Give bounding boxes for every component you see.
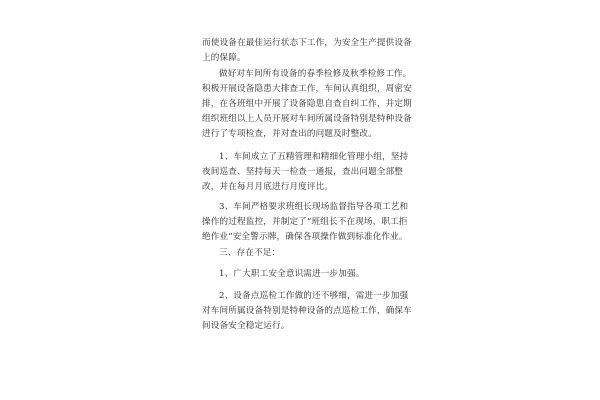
paragraph-shortcoming-2: 2、设备点巡检工作做的还不够细，需进一步加强对车间所属设备特别是特种设备的点巡检工作，确保车间设备安全稳定运行。 bbox=[202, 291, 412, 331]
paragraph-equipment-status: 而使设备在最佳运行状态下工作，为安全生产提供设备上的保障。 bbox=[202, 38, 412, 63]
paragraph-shortcoming-1: 1、广大职工安全意识需进一步加强。 bbox=[219, 269, 365, 279]
paragraph-seasonal-maintenance: 做好对车间所有设备的春季检修及秋季检修工作。积极开展设备隐患大排查工作，车间认真组织，周密安排，在各班组中开展了设备隐患自查自纠工作，并定期组织班组以上人员开展对车间所属设备特别是特种设备进行了专项检查，并对查出的问题及时整改。 bbox=[202, 69, 412, 139]
paragraph-item-3-supervision: 3、车间严格要求班组长现场监督指导各项工艺和操作的过程监控，并制定了“班组长不在现场，职工拒绝作业”安全警示牌，确保各项操作做到标准化作业。 bbox=[202, 202, 409, 242]
section-heading-shortcomings: 三、存在不足： bbox=[219, 248, 281, 258]
paragraph-item-1-management-group: 1、车间成立了五精管理和精细化管理小组，坚持夜间巡查、坚持每天一检查一通报，查出问题全部整改，并在每月月底进行月度评比。 bbox=[202, 152, 409, 192]
